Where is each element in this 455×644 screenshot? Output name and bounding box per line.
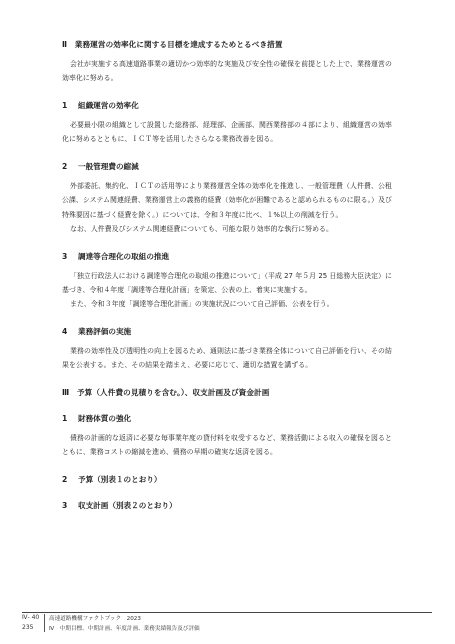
item-body-2a: 外部委託、集約化、ＩＣＴの活用等により業務運営全体の効率化を推進し、一般管理費（人件費、公租公課、システム関連経費、業務運営上の義務的経費（効率化が困難であると認められるものに限る。）及び特殊要因に基づく経費を除く。）については、令和３年度に比べ、１%以上の削減を行う。 — [62, 182, 392, 219]
item-heading-3-1: 1 財務体質の強化 — [62, 414, 132, 424]
footer-book-title: 高速道路機構ファクトブック 2023 — [49, 616, 141, 622]
section-heading-3: Ⅲ 予算（人件費の見積りを含む。）、収支計画及び資金計画 — [62, 388, 270, 398]
item-heading-1: 1 組織運営の効率化 — [62, 101, 139, 111]
section-heading-2: Ⅱ 業務運営の効率化に関する目標を達成するためとるべき措置 — [62, 40, 283, 49]
item-body-1: 必要最小限の組織として設置した総務部、経理部、企画部、関西業務部の４部により、組織運営の効率化に努めるとともに、ＩＣＴ等を活用したさらなる業務改善を図る。 — [62, 121, 392, 144]
footer-chapter: Ⅳ 中期目標、中期計画、年度計画、業務実績報告及び評価 — [49, 626, 200, 632]
item-body-3b: また、令和３年度「調達等合理化計画」の実施状況について自己評価、公表を行う。 — [70, 299, 334, 308]
section-intro: 会社が実施する高速道路事業の適切かつ効率的な実施及び安全性の確保を前提とした上で、業務運営の効率化に努める。 — [62, 60, 392, 83]
item-heading-3: 3 調達等合理化の取組の推進 — [62, 251, 170, 261]
footer-page-label: Ⅳ- 40 — [22, 614, 40, 621]
item-heading-3-2: 2 予算（別表１のとおり） — [62, 475, 162, 485]
item-body-3-1: 債務の計画的な返済に必要な毎事業年度の貸付料を収受するなど、業務活動による収入の確保を図るとともに、業務コストの縮減を進め、債務の早期の確実な返済を図る。 — [62, 434, 392, 457]
item-body-4: 業務の効率性及び透明性の向上を図るため、通則法に基づき業務全体について自己評価を行い、その結果を公表する。また、その結果を踏まえ、必要に応じて、適切な措置を講ずる。 — [62, 347, 392, 370]
item-body-2b: なお、人件費及びシステム関連経費についても、可能な限り効率的な執行に努める。 — [70, 224, 333, 233]
item-heading-4: 4 業務評価の実施 — [62, 327, 132, 337]
footer-rule — [22, 612, 432, 613]
footer-page-number: 235 — [22, 624, 34, 631]
item-heading-3-3: 3 収支計画（別表２のとおり） — [62, 501, 177, 511]
item-body-3a: 「独立行政法人における調達等合理化の取組の推進について」（平成 27 年５月 25 日総務大臣決定）に基づき、令和４年度「調達等合理化計画」を策定、公表の上、着実に実施する。 — [62, 271, 392, 294]
footer-divider — [44, 614, 45, 632]
item-heading-2: 2 一般管理費の縮減 — [62, 162, 139, 172]
page-content — [62, 40, 392, 511]
